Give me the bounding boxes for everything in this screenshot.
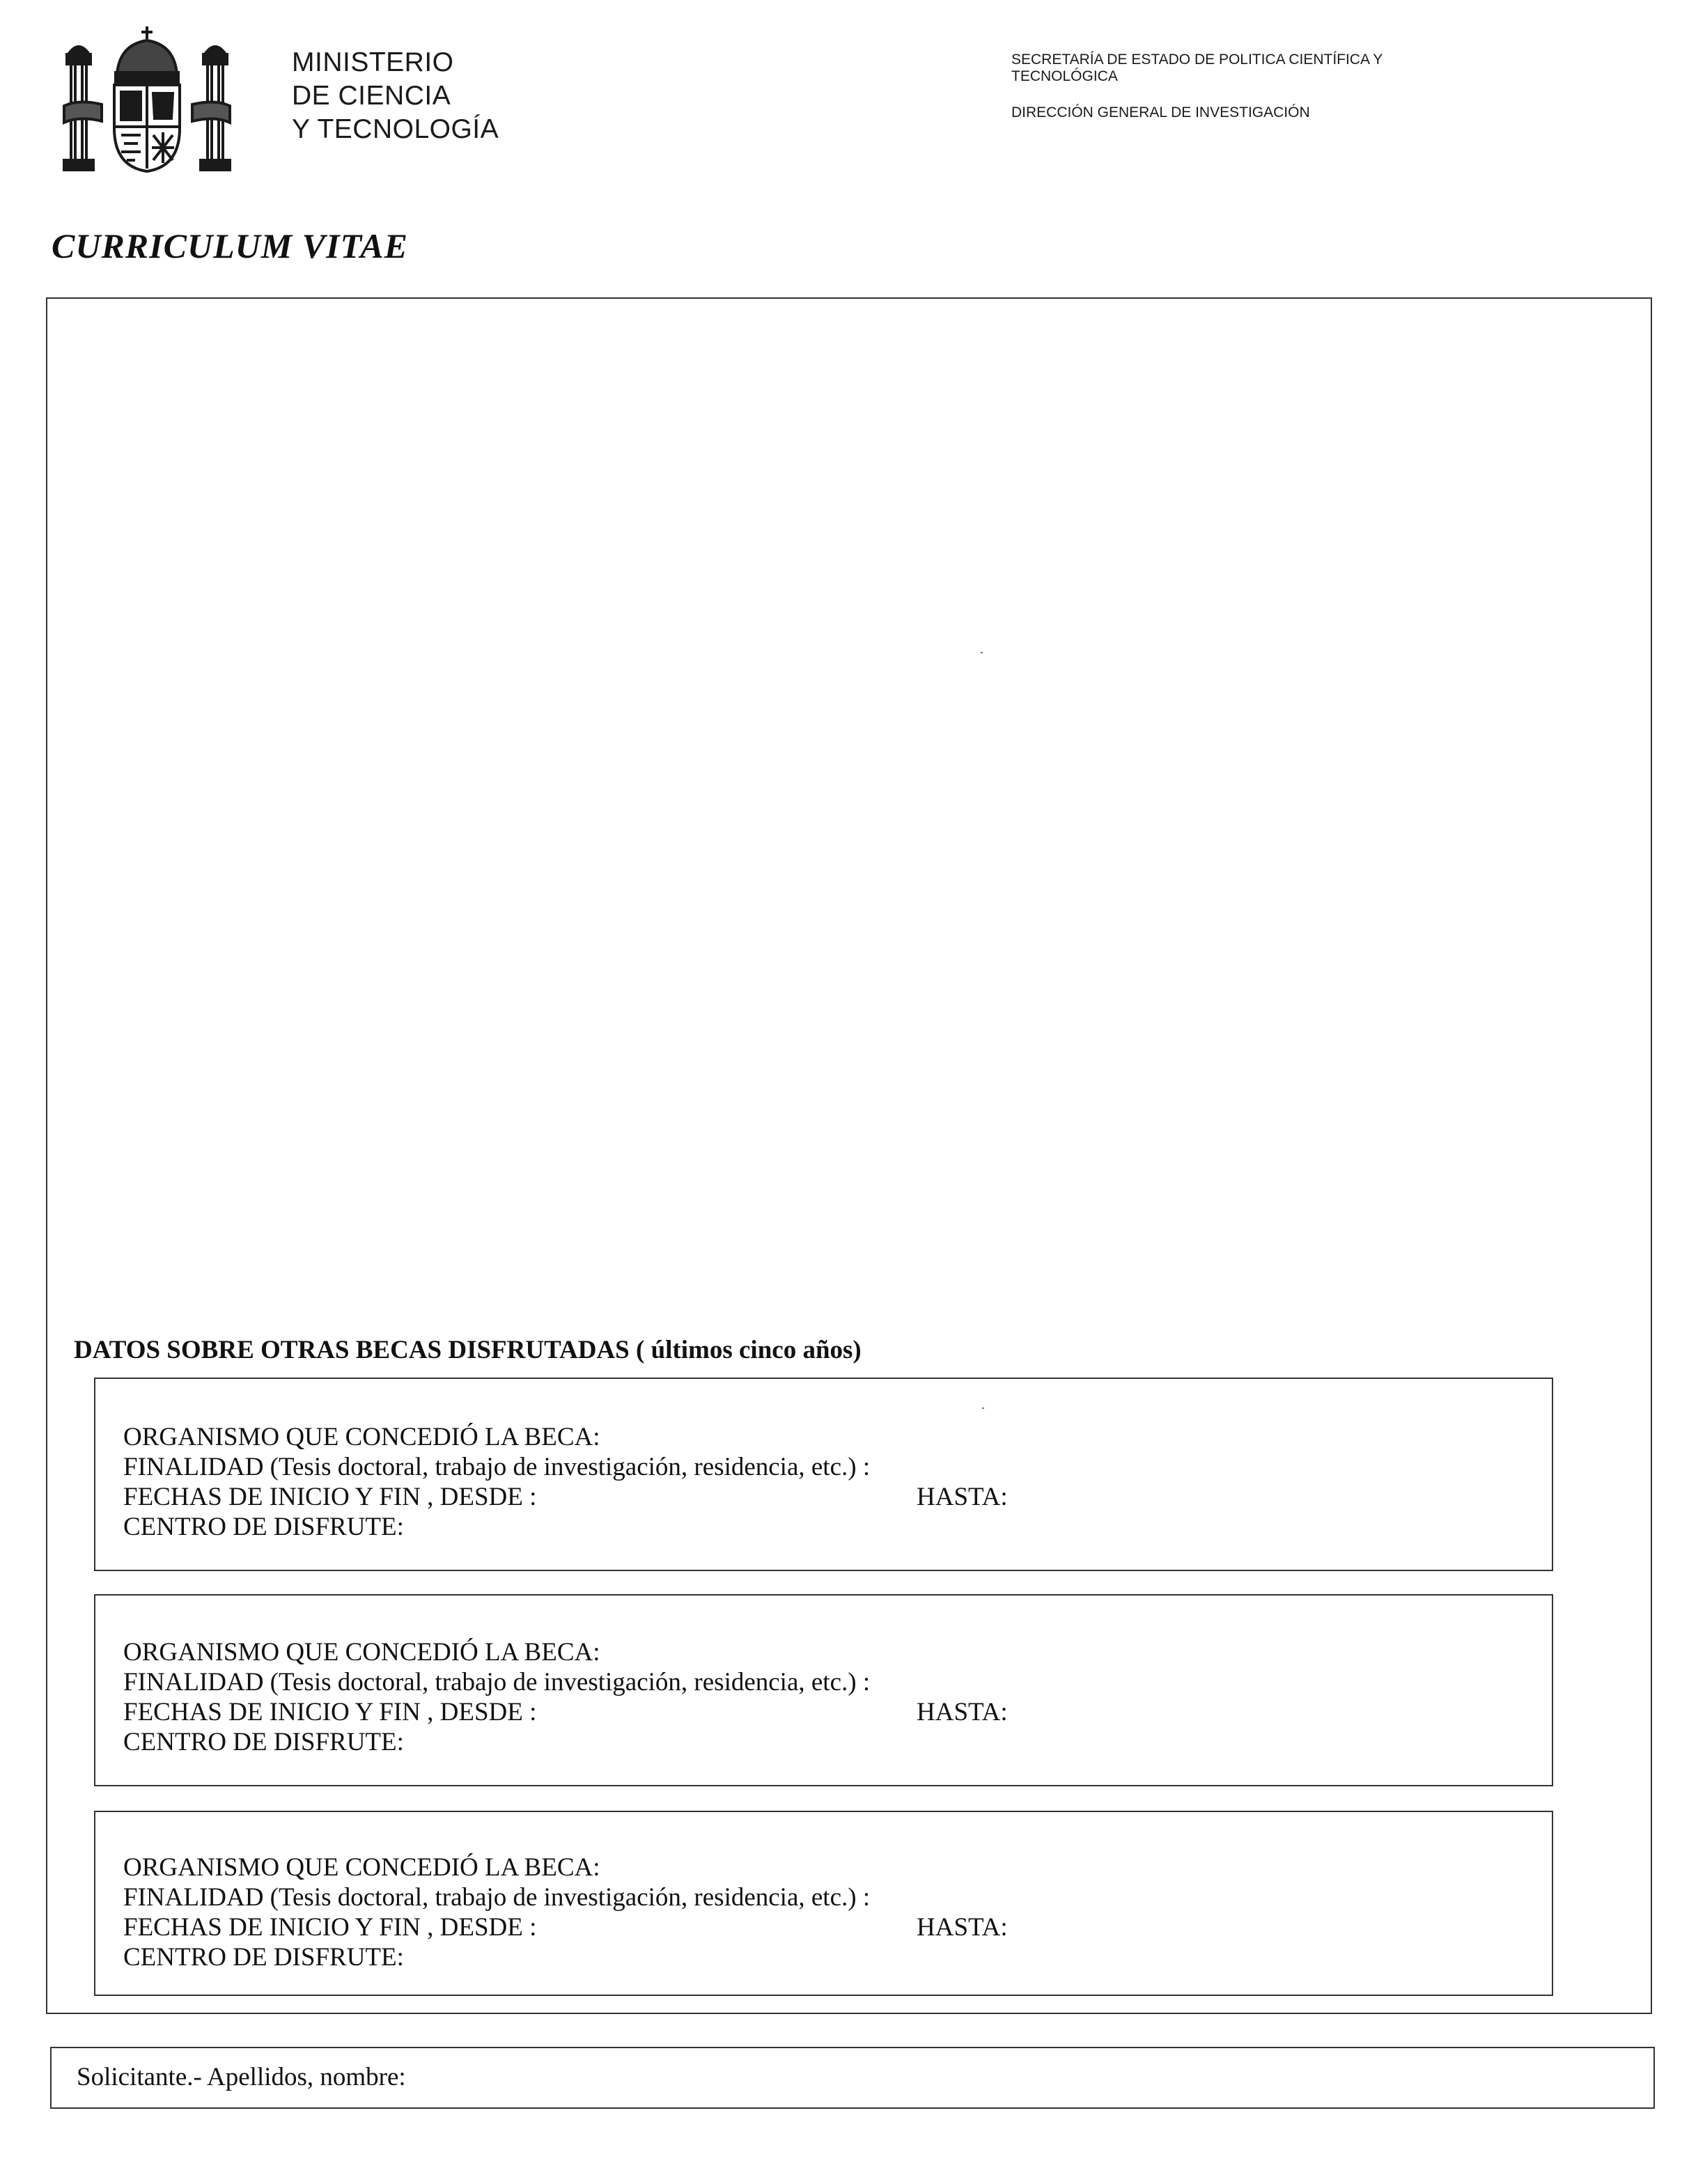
document-title: CURRICULUM VITAE (52, 226, 408, 265)
ministry-name-line-2: DE CIENCIA (292, 81, 451, 111)
secretaria-line-1: SECRETARÍA DE ESTADO DE POLITICA CIENTÍFICA Y (1011, 52, 1383, 68)
fechas-desde-label: FECHAS DE INICIO Y FIN , DESDE : (123, 1698, 537, 1726)
solicitante-label: Solicitante.- Apellidos, nombre: (77, 2063, 406, 2091)
finalidad-label: FINALIDAD (Tesis doctoral, trabajo de investigación, residencia, etc.) : (123, 1883, 871, 1912)
ministry-name-line-1: MINISTERIO (292, 47, 454, 77)
secretaria-line-2: TECNOLÓGICA (1011, 68, 1118, 84)
organismo-label: ORGANISMO QUE CONCEDIÓ LA BECA: (123, 1638, 600, 1667)
scan-speck (981, 652, 983, 653)
finalidad-label: FINALIDAD (Tesis doctoral, trabajo de investigación, residencia, etc.) : (123, 1453, 871, 1481)
direccion-general: DIRECCIÓN GENERAL DE INVESTIGACIÓN (1011, 104, 1310, 120)
organismo-label: ORGANISMO QUE CONCEDIÓ LA BECA: (123, 1853, 600, 1882)
beca-entry-box[interactable] (94, 1378, 1553, 1571)
beca-entry-box[interactable] (94, 1594, 1553, 1786)
centro-disfrute-label: CENTRO DE DISFRUTE: (123, 1728, 404, 1756)
ministry-name-line-3: Y TECNOLOGÍA (292, 114, 499, 144)
centro-disfrute-label: CENTRO DE DISFRUTE: (123, 1513, 404, 1541)
fechas-desde-label: FECHAS DE INICIO Y FIN , DESDE : (123, 1483, 537, 1511)
fechas-hasta-label: HASTA: (917, 1483, 1008, 1511)
organismo-label: ORGANISMO QUE CONCEDIÓ LA BECA: (123, 1423, 600, 1451)
finalidad-label: FINALIDAD (Tesis doctoral, trabajo de investigación, residencia, etc.) : (123, 1668, 871, 1696)
fechas-hasta-label: HASTA: (917, 1698, 1008, 1726)
solicitante-field[interactable] (50, 2047, 1655, 2109)
centro-disfrute-label: CENTRO DE DISFRUTE: (123, 1943, 404, 1972)
becas-section-heading: DATOS SOBRE OTRAS BECAS DISFRUTADAS ( últimos cinco años) (74, 1336, 862, 1364)
beca-entry-box[interactable] (94, 1811, 1553, 1996)
fechas-hasta-label: HASTA: (917, 1913, 1008, 1942)
fechas-desde-label: FECHAS DE INICIO Y FIN , DESDE : (123, 1913, 537, 1942)
coat-of-arms-icon (60, 24, 234, 176)
